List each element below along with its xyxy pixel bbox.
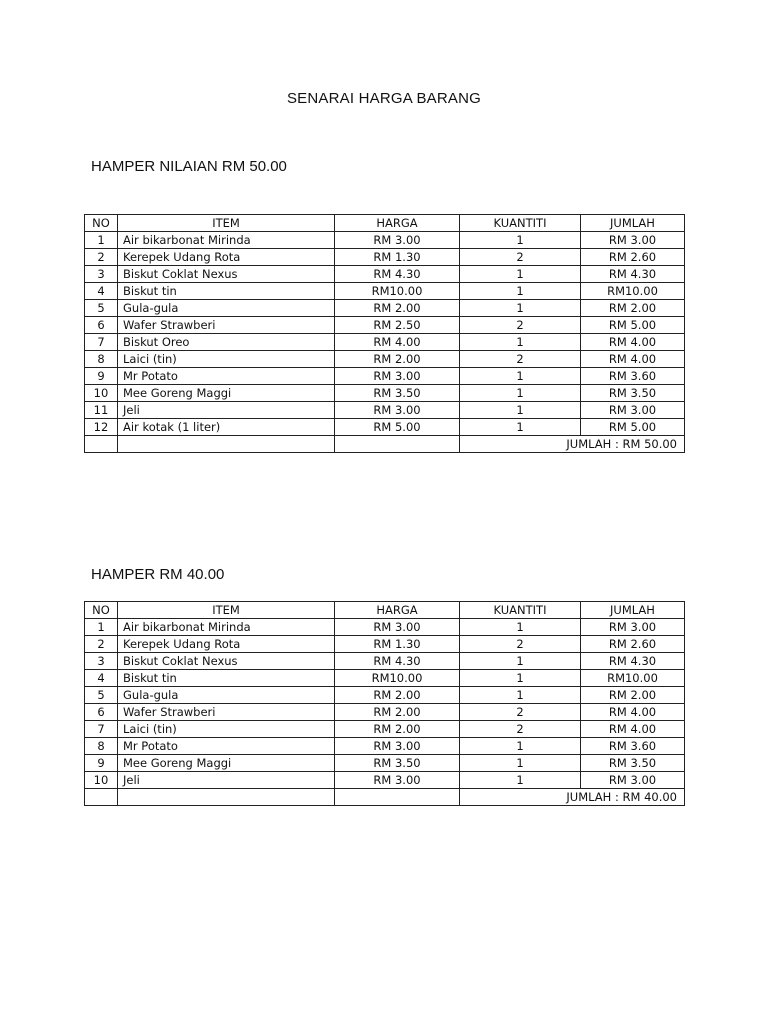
cell-item: Biskut tin [118,283,335,300]
cell-no: 10 [85,772,118,789]
hamper-50-heading: HAMPER NILAIAN RM 50.00 [91,158,287,175]
cell-kuantiti: 1 [460,368,581,385]
cell-no: 3 [85,266,118,283]
cell-harga: RM 1.30 [335,249,460,266]
cell-kuantiti: 1 [460,402,581,419]
cell-kuantiti: 2 [460,317,581,334]
table-row [85,721,685,738]
table-row [85,402,685,419]
cell-harga: RM 3.00 [335,772,460,789]
table-row [85,232,685,249]
cell-no: 8 [85,738,118,755]
header-no: NO [85,602,118,619]
cell-harga: RM 4.00 [335,334,460,351]
cell-item: Biskut Coklat Nexus [118,266,335,283]
cell-harga: RM 3.50 [335,755,460,772]
cell-harga: RM 1.30 [335,636,460,653]
cell-harga: RM 2.00 [335,687,460,704]
cell-jumlah: RM 2.60 [581,636,685,653]
cell-item: Air kotak (1 liter) [118,419,335,436]
cell-jumlah: RM 5.00 [581,419,685,436]
cell-item: Kerepek Udang Rota [118,249,335,266]
cell-jumlah: RM 3.00 [581,619,685,636]
empty-cell [335,436,460,453]
table-row [85,385,685,402]
cell-jumlah: RM 3.00 [581,232,685,249]
cell-no: 9 [85,368,118,385]
cell-harga: RM 3.50 [335,385,460,402]
empty-cell [118,789,335,806]
header-no: NO [85,215,118,232]
empty-cell [118,436,335,453]
cell-jumlah: RM10.00 [581,670,685,687]
cell-no: 5 [85,687,118,704]
cell-kuantiti: 1 [460,619,581,636]
table-row [85,755,685,772]
table-row [85,368,685,385]
cell-no: 6 [85,704,118,721]
empty-cell [335,789,460,806]
cell-no: 7 [85,334,118,351]
empty-cell [85,436,118,453]
cell-jumlah: RM 2.00 [581,687,685,704]
cell-harga: RM 3.00 [335,368,460,385]
cell-harga: RM 5.00 [335,419,460,436]
cell-jumlah: RM 3.00 [581,772,685,789]
cell-kuantiti: 1 [460,385,581,402]
cell-jumlah: RM 4.00 [581,721,685,738]
cell-jumlah: RM 4.00 [581,334,685,351]
cell-jumlah: RM 3.60 [581,738,685,755]
cell-kuantiti: 2 [460,704,581,721]
cell-kuantiti: 1 [460,670,581,687]
cell-jumlah: RM 3.50 [581,385,685,402]
cell-item: Biskut Coklat Nexus [118,653,335,670]
cell-kuantiti: 2 [460,249,581,266]
table-row [85,283,685,300]
header-kuantiti: KUANTITI [460,602,581,619]
cell-jumlah: RM 2.00 [581,300,685,317]
cell-kuantiti: 1 [460,738,581,755]
cell-no: 7 [85,721,118,738]
cell-kuantiti: 1 [460,266,581,283]
cell-no: 1 [85,232,118,249]
table-row [85,419,685,436]
cell-item: Jeli [118,772,335,789]
table-row [85,249,685,266]
cell-harga: RM 3.00 [335,232,460,249]
cell-no: 2 [85,249,118,266]
cell-item: Biskut tin [118,670,335,687]
header-harga: HARGA [335,602,460,619]
cell-harga: RM10.00 [335,283,460,300]
header-jumlah: JUMLAH [581,215,685,232]
cell-harga: RM 4.30 [335,653,460,670]
cell-no: 1 [85,619,118,636]
table-row [85,334,685,351]
cell-harga: RM 2.00 [335,721,460,738]
table-row [85,636,685,653]
cell-jumlah: RM 5.00 [581,317,685,334]
cell-item: Mee Goreng Maggi [118,385,335,402]
header-kuantiti: KUANTITI [460,215,581,232]
cell-item: Laici (tin) [118,721,335,738]
cell-item: Laici (tin) [118,351,335,368]
header-harga: HARGA [335,215,460,232]
header-jumlah: JUMLAH [581,602,685,619]
empty-cell [85,789,118,806]
cell-jumlah: RM 4.30 [581,653,685,670]
header-item: ITEM [118,215,335,232]
header-item: ITEM [118,602,335,619]
cell-item: Mee Goreng Maggi [118,755,335,772]
cell-no: 3 [85,653,118,670]
cell-kuantiti: 1 [460,334,581,351]
cell-no: 8 [85,351,118,368]
cell-harga: RM 2.00 [335,704,460,721]
cell-harga: RM 2.00 [335,351,460,368]
cell-kuantiti: 1 [460,772,581,789]
cell-kuantiti: 1 [460,419,581,436]
cell-item: Air bikarbonat Mirinda [118,232,335,249]
hamper-50-total: JUMLAH : RM 50.00 [460,436,685,453]
cell-jumlah: RM 4.00 [581,351,685,368]
cell-no: 9 [85,755,118,772]
table-row [85,300,685,317]
hamper-40-table [84,601,685,806]
cell-jumlah: RM 4.00 [581,704,685,721]
hamper-40-heading: HAMPER RM 40.00 [91,566,225,583]
cell-item: Air bikarbonat Mirinda [118,619,335,636]
cell-kuantiti: 1 [460,283,581,300]
table-header-row [85,215,685,232]
table-header-row [85,602,685,619]
cell-no: 5 [85,300,118,317]
table-row [85,704,685,721]
table-row [85,687,685,704]
cell-no: 10 [85,385,118,402]
table-row [85,738,685,755]
cell-jumlah: RM 3.50 [581,755,685,772]
cell-no: 4 [85,283,118,300]
cell-harga: RM 4.30 [335,266,460,283]
cell-harga: RM 2.00 [335,300,460,317]
cell-jumlah: RM 2.60 [581,249,685,266]
table-row [85,317,685,334]
cell-no: 6 [85,317,118,334]
cell-harga: RM 3.00 [335,738,460,755]
cell-no: 4 [85,670,118,687]
cell-kuantiti: 1 [460,755,581,772]
cell-no: 12 [85,419,118,436]
cell-item: Mr Potato [118,368,335,385]
cell-no: 2 [85,636,118,653]
cell-kuantiti: 1 [460,232,581,249]
cell-item: Jeli [118,402,335,419]
cell-no: 11 [85,402,118,419]
cell-kuantiti: 2 [460,636,581,653]
cell-item: Mr Potato [118,738,335,755]
total-row [85,789,685,806]
hamper-50-table [84,214,685,453]
table-row [85,670,685,687]
cell-harga: RM 2.50 [335,317,460,334]
table-row [85,351,685,368]
cell-jumlah: RM10.00 [581,283,685,300]
cell-item: Biskut Oreo [118,334,335,351]
cell-harga: RM10.00 [335,670,460,687]
cell-kuantiti: 1 [460,687,581,704]
cell-item: Gula-gula [118,300,335,317]
cell-kuantiti: 1 [460,300,581,317]
cell-item: Kerepek Udang Rota [118,636,335,653]
table-row [85,619,685,636]
table-row [85,653,685,670]
cell-jumlah: RM 3.00 [581,402,685,419]
cell-harga: RM 3.00 [335,619,460,636]
cell-item: Wafer Strawberi [118,317,335,334]
document-title: SENARAI HARGA BARANG [286,90,482,107]
total-row [85,436,685,453]
cell-item: Wafer Strawberi [118,704,335,721]
cell-jumlah: RM 3.60 [581,368,685,385]
cell-kuantiti: 2 [460,351,581,368]
cell-harga: RM 3.00 [335,402,460,419]
hamper-40-total: JUMLAH : RM 40.00 [460,789,685,806]
cell-item: Gula-gula [118,687,335,704]
table-row [85,266,685,283]
cell-kuantiti: 2 [460,721,581,738]
table-row [85,772,685,789]
cell-kuantiti: 1 [460,653,581,670]
cell-jumlah: RM 4.30 [581,266,685,283]
